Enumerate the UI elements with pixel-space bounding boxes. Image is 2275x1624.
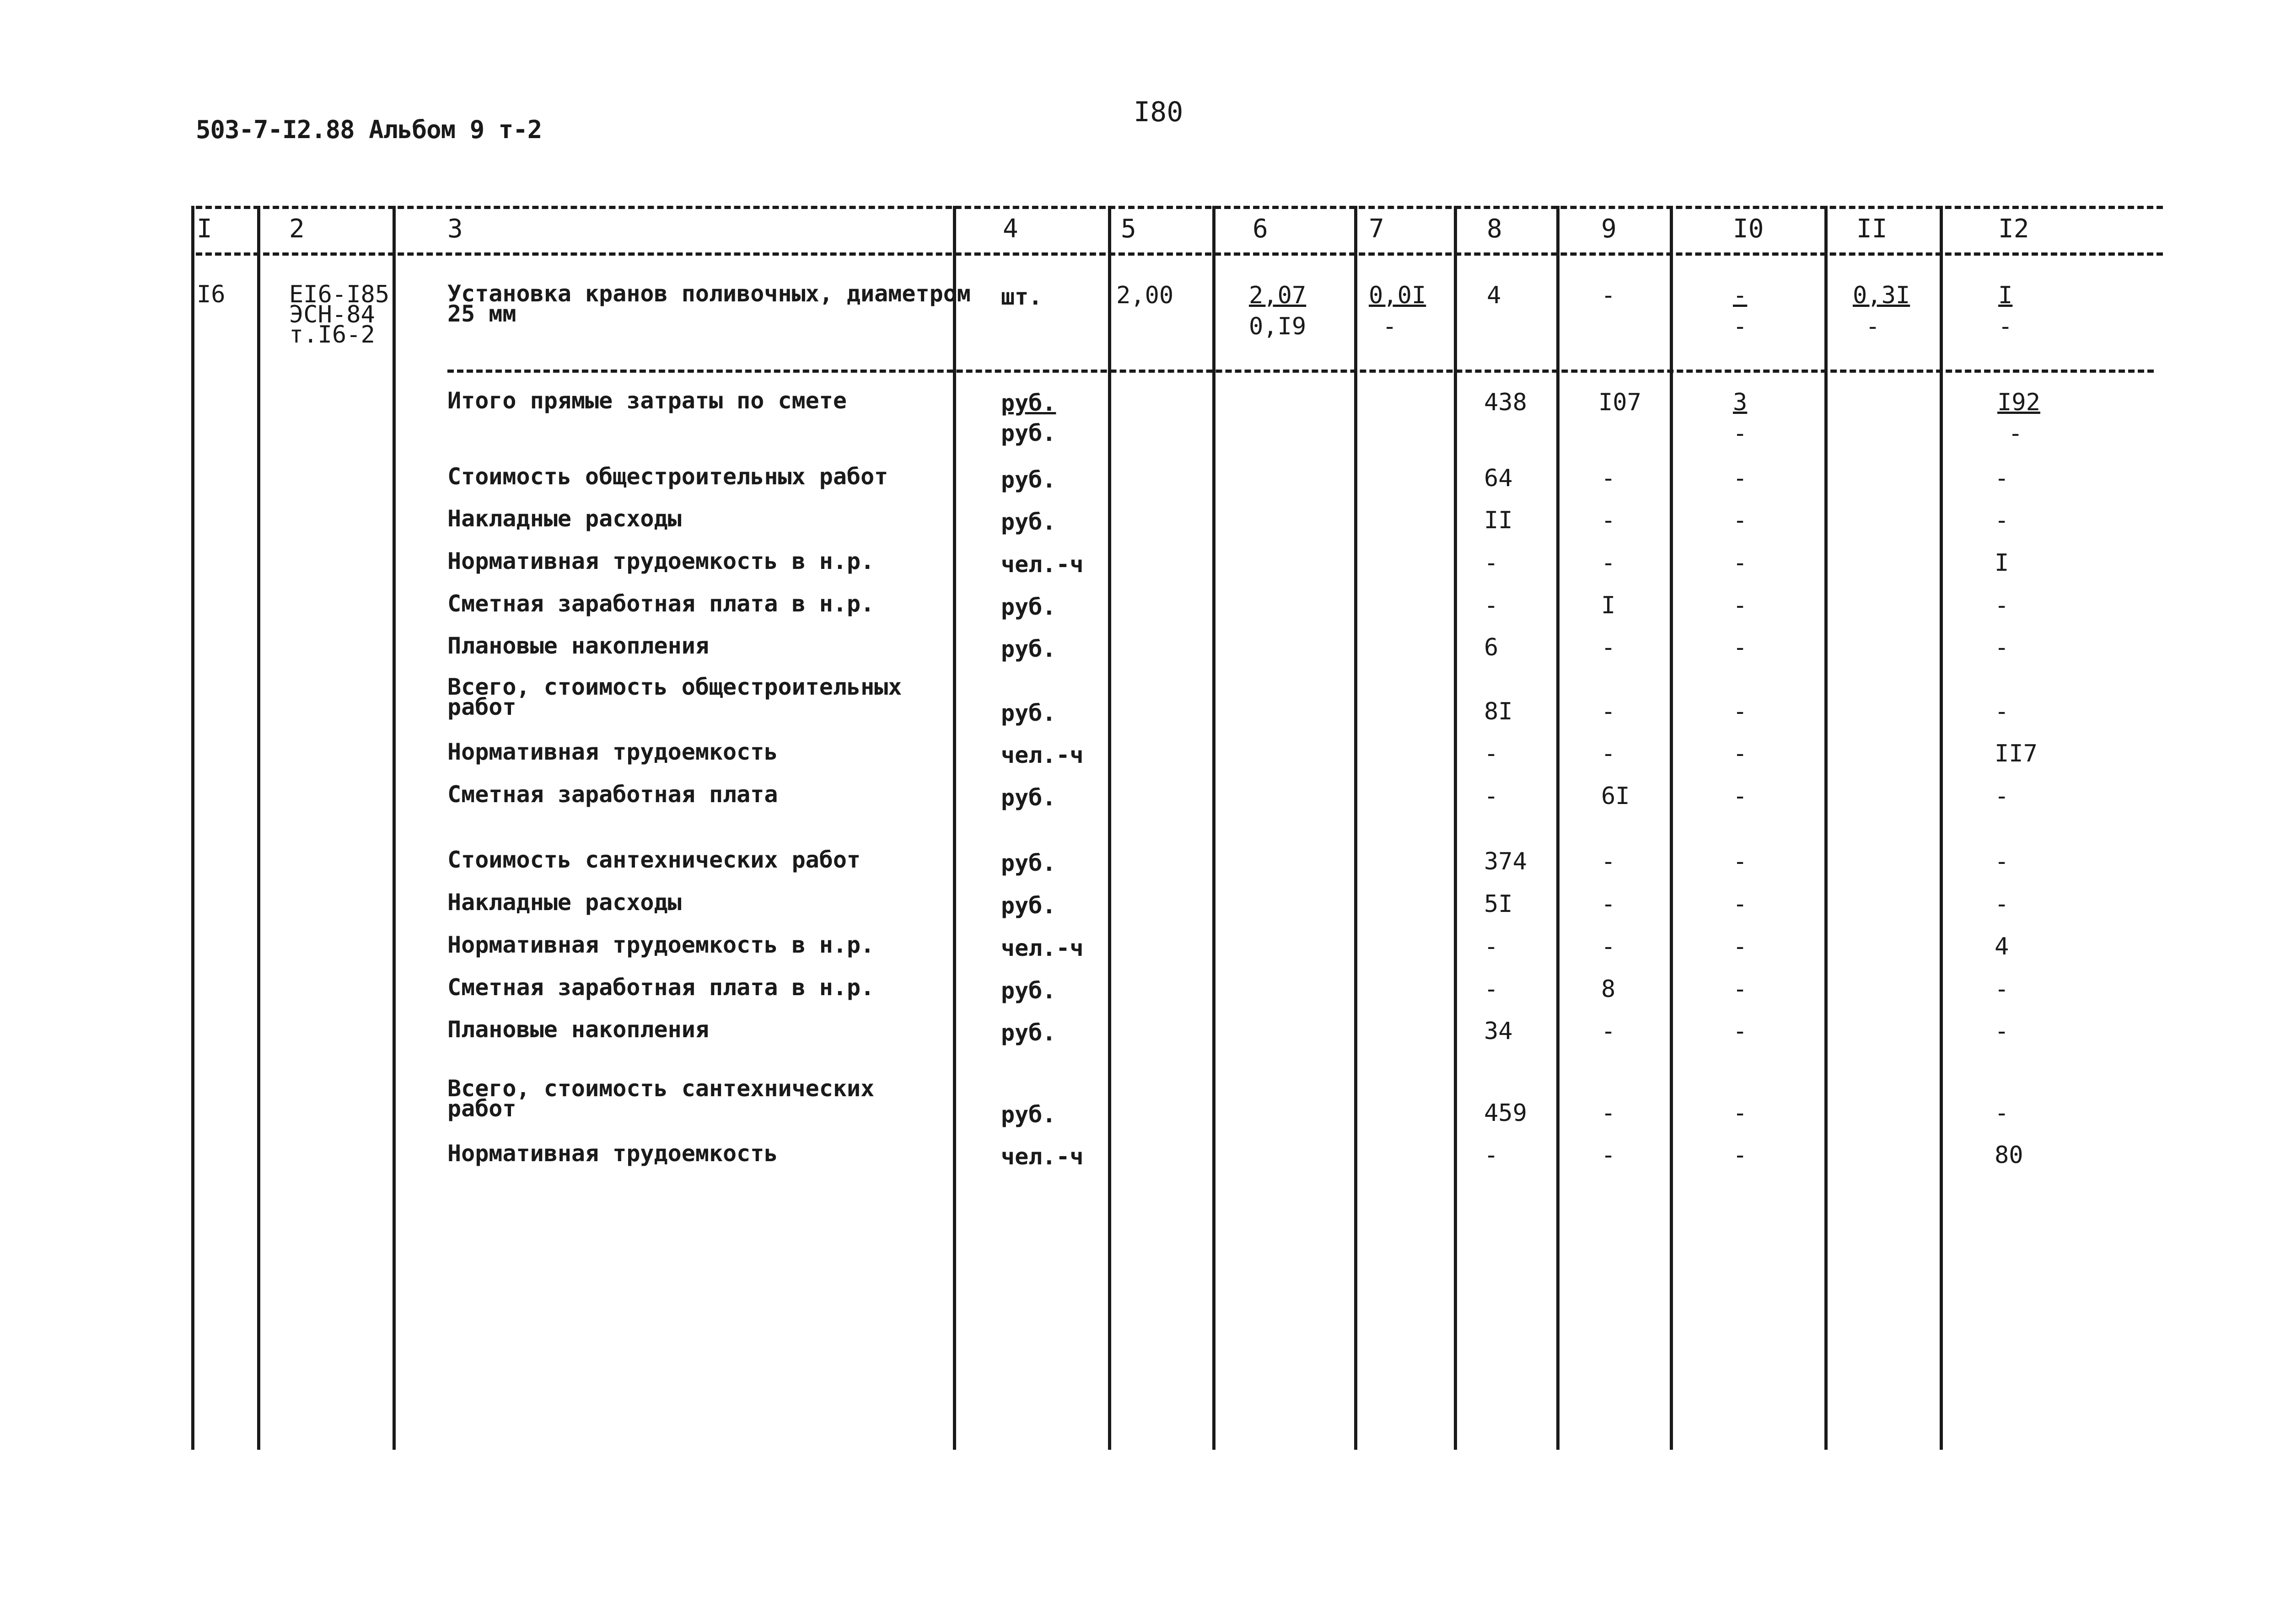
summary-c12: -: [1995, 848, 2009, 875]
summary-label: Всего, стоимость общестроительных: [447, 674, 902, 700]
summary-c8: 64: [1484, 465, 1513, 492]
summary-c12: -: [1995, 1018, 2009, 1045]
position-unit: шт.: [1001, 284, 1043, 310]
summary-label: Нормативная трудоемкость в н.р.: [447, 932, 875, 958]
col-line-1: [257, 206, 260, 1450]
summary-c12: -: [1995, 1099, 2009, 1127]
summary-unit: руб.: [1001, 1101, 1056, 1128]
summary-label: Всего, стоимость сантехнических: [447, 1075, 875, 1102]
table-top-rule: [196, 206, 2163, 209]
summary-c9: -: [1601, 1142, 1616, 1169]
summary-unit: руб.: [1001, 636, 1056, 662]
summary-unit: руб.: [1001, 700, 1056, 726]
position-c11-top: 0,3I: [1853, 282, 1910, 309]
summary-c10: -: [1733, 549, 1748, 577]
summary-label: Накладные расходы: [447, 505, 682, 532]
summary-unit: чел.-ч: [1001, 1143, 1084, 1170]
summary-c10: -: [1733, 1018, 1748, 1045]
summary-c10: -: [1733, 848, 1748, 875]
summary-label: Сметная заработная плата в н.р.: [447, 974, 875, 1001]
summary-c10: -: [1733, 783, 1748, 810]
summary-c10: -: [1733, 740, 1748, 767]
summary-unit: руб.: [1001, 850, 1056, 876]
summary-c10: -: [1733, 698, 1748, 725]
summary-c8: -: [1484, 933, 1499, 960]
col-line-5: [1212, 206, 1215, 1450]
summary-c12: -: [1995, 465, 2009, 492]
summary-unit: руб.: [1001, 509, 1056, 535]
summary-c12: -: [1995, 592, 2009, 619]
summary-c10: -: [1733, 975, 1748, 1003]
summary-c10: -: [1733, 890, 1748, 918]
summary-label: Нормативная трудоемкость в н.р.: [447, 548, 875, 574]
header-bottom-rule: [196, 252, 2163, 256]
col-header-3: 3: [447, 214, 463, 244]
summary-c12: II7: [1995, 740, 2038, 767]
summary-c8: -: [1484, 549, 1499, 577]
position-code-1: ЕI6-I85: [289, 281, 390, 308]
position-c6-top: 2,07: [1249, 282, 1307, 309]
summary-c8: -: [1484, 592, 1499, 619]
position-c10-bottom: -: [1733, 313, 1748, 340]
summary-label: Плановые накопления: [447, 1016, 709, 1043]
summary-c8: -: [1484, 783, 1499, 810]
total-c10-bottom: -: [1733, 420, 1748, 447]
summary-label: Плановые накопления: [447, 632, 709, 659]
total-unit-1: руб.: [1001, 390, 1056, 416]
summary-c8: -: [1484, 975, 1499, 1003]
summary-label: Нормативная трудоемкость: [447, 1140, 778, 1167]
summary-c10: -: [1733, 933, 1748, 960]
col-header-11: II: [1856, 214, 1888, 244]
summary-c9: -: [1601, 933, 1616, 960]
summary-c9: I: [1601, 592, 1616, 619]
summary-c12: -: [1995, 698, 2009, 725]
col-header-4: 4: [1003, 214, 1018, 244]
col-line-10: [1824, 206, 1828, 1450]
summary-unit: чел.-ч: [1001, 935, 1084, 961]
total-c8: 438: [1484, 389, 1527, 416]
summary-unit: чел.-ч: [1001, 742, 1084, 768]
col-header-6: 6: [1253, 214, 1268, 244]
summary-c8: -: [1484, 740, 1499, 767]
col-header-10: I0: [1733, 214, 1764, 244]
summary-c9: -: [1601, 1099, 1616, 1127]
summary-label: Сметная заработная плата: [447, 781, 778, 808]
position-code-3: т.I6-2: [289, 321, 375, 348]
summary-c10: -: [1733, 1142, 1748, 1169]
summary-c8: 8I: [1484, 698, 1513, 725]
position-desc-2: 25 мм: [447, 300, 516, 327]
summary-label: Сметная заработная плата в н.р.: [447, 590, 875, 617]
summary-c8: 374: [1484, 848, 1527, 875]
position-number: I6: [197, 281, 226, 308]
summary-label: Нормативная трудоемкость: [447, 739, 778, 765]
summary-c12: -: [1995, 507, 2009, 534]
summary-c9: -: [1601, 1018, 1616, 1045]
summary-c10: -: [1733, 634, 1748, 661]
summary-c9: -: [1601, 634, 1616, 661]
page-number: I80: [1134, 96, 1183, 128]
summary-c8: -: [1484, 1142, 1499, 1169]
summary-c9: -: [1601, 848, 1616, 875]
position-c7-top: 0,0I: [1369, 282, 1426, 309]
position-c9: -: [1601, 282, 1616, 309]
total-c12-top: I92: [1997, 389, 2040, 416]
total-c12-bottom: -: [2008, 420, 2023, 447]
position-c12-bottom: -: [1998, 313, 2013, 340]
total-c9: I07: [1598, 389, 1641, 416]
col-line-2: [393, 206, 396, 1450]
position-qty: 2,00: [1116, 282, 1174, 309]
summary-c12: I: [1995, 549, 2009, 577]
total-label: Итого прямые затраты по смете: [447, 387, 847, 414]
summary-label-cont: работ: [447, 1095, 516, 1122]
summary-c9: -: [1601, 890, 1616, 918]
summary-c12: -: [1995, 783, 2009, 810]
col-header-12: I2: [1998, 214, 2029, 244]
summary-c12: -: [1995, 890, 2009, 918]
col-line-4: [1108, 206, 1111, 1450]
col-line-11: [1940, 206, 1943, 1450]
summary-c10: -: [1733, 465, 1748, 492]
summary-c8: II: [1484, 507, 1513, 534]
col-header-1: I: [197, 214, 212, 244]
position-c8: 4: [1487, 282, 1501, 309]
summary-unit: руб.: [1001, 892, 1056, 919]
col-header-9: 9: [1601, 214, 1617, 244]
summary-unit: руб.: [1001, 1019, 1056, 1046]
position-code-2: ЭСН-84: [289, 301, 375, 328]
summary-c10: -: [1733, 592, 1748, 619]
total-c10-top: 3: [1733, 389, 1748, 416]
summary-c9: 8: [1601, 975, 1616, 1003]
summary-c12: -: [1995, 634, 2009, 661]
col-header-8: 8: [1487, 214, 1502, 244]
summary-unit: руб.: [1001, 466, 1056, 493]
col-line-3: [953, 206, 956, 1450]
col-line-7: [1454, 206, 1457, 1450]
col-line-8: [1556, 206, 1560, 1450]
position-c11-bottom: -: [1866, 313, 1880, 340]
position-c7-bottom: -: [1382, 313, 1397, 340]
summary-c9: -: [1601, 507, 1616, 534]
summary-c9: 6I: [1601, 783, 1630, 810]
col-line-9: [1670, 206, 1673, 1450]
summary-c9: -: [1601, 698, 1616, 725]
summary-c10: -: [1733, 507, 1748, 534]
summary-label: Стоимость общестроительных работ: [447, 463, 888, 490]
position-c6-bottom: 0,I9: [1249, 313, 1307, 340]
col-line-0: [191, 206, 194, 1450]
summary-c8: 459: [1484, 1099, 1527, 1127]
summary-label: Стоимость сантехнических работ: [447, 847, 861, 873]
summary-c9: -: [1601, 740, 1616, 767]
summary-c8: 5I: [1484, 890, 1513, 918]
summary-c12: -: [1995, 975, 2009, 1003]
summary-c8: 34: [1484, 1018, 1513, 1045]
document-code: 503-7-I2.88 Альбом 9 т-2: [196, 115, 542, 144]
position-bottom-rule: [447, 370, 2154, 373]
summary-c12: 4: [1995, 933, 2009, 960]
summary-c8: 6: [1484, 634, 1499, 661]
summary-c10: -: [1733, 1099, 1748, 1127]
summary-unit: руб.: [1001, 594, 1056, 620]
position-c10-top: -: [1733, 282, 1748, 309]
col-header-2: 2: [289, 214, 305, 244]
position-desc-1: Установка кранов поливочных, диаметром: [447, 280, 971, 307]
col-header-5: 5: [1121, 214, 1136, 244]
summary-label: Накладные расходы: [447, 889, 682, 916]
summary-unit: руб.: [1001, 977, 1056, 1004]
col-header-7: 7: [1369, 214, 1384, 244]
position-c12-top: I: [1998, 282, 2013, 309]
summary-unit: чел.-ч: [1001, 551, 1084, 578]
total-unit-2: руб.: [1001, 420, 1056, 446]
summary-c9: -: [1601, 465, 1616, 492]
summary-unit: руб.: [1001, 784, 1056, 811]
summary-c9: -: [1601, 549, 1616, 577]
col-line-6: [1354, 206, 1357, 1450]
summary-c12: 80: [1995, 1142, 2023, 1169]
summary-label-cont: работ: [447, 694, 516, 720]
